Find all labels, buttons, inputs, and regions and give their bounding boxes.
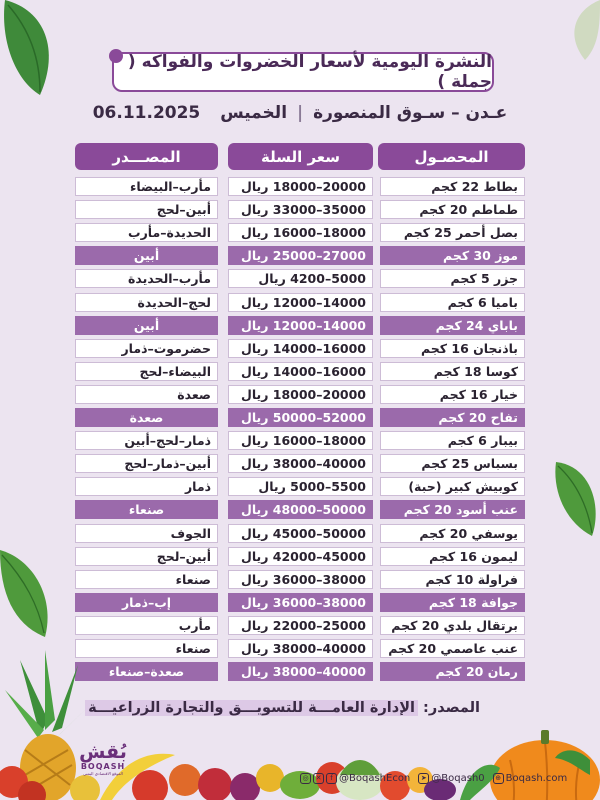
source-note <box>88 700 480 716</box>
logo-mark: بُقش <box>79 741 127 763</box>
table-row <box>0 431 600 450</box>
product-cell: يوسفي 20 كجم <box>380 524 525 543</box>
product-cell: كوبيش كبير (حبة) <box>380 477 525 496</box>
table-row <box>0 547 600 566</box>
subtitle-separator: | <box>296 103 304 123</box>
globe-icon[interactable]: ⊕ <box>493 773 504 784</box>
subtitle <box>90 103 510 123</box>
leaf-top-right-icon <box>555 0 600 60</box>
source-cell: صعدة–صنعاء <box>75 662 218 681</box>
price-cell: 16000–14000 ريال <box>228 362 373 381</box>
product-cell: موز 30 كجم <box>380 246 525 265</box>
product-cell: بيبار 6 كجم <box>380 431 525 450</box>
price-cell: 50000–45000 ريال <box>228 524 373 543</box>
product-cell: فراولة 10 كجم <box>380 570 525 589</box>
table-row <box>0 408 600 427</box>
price-cell: 18000–16000 ريال <box>228 431 373 450</box>
subtitle-day: الخميس <box>220 103 288 123</box>
facebook-icon[interactable]: f <box>326 773 337 784</box>
social-links <box>300 770 569 786</box>
telegram-icon[interactable]: ➤ <box>418 773 429 784</box>
table-row <box>0 524 600 543</box>
source-cell: لحج–الحديدة <box>75 293 218 312</box>
source-cell: أبين–ذمار–لحج <box>75 454 218 473</box>
title-dot-icon <box>109 49 123 63</box>
source-cell: ذمار <box>75 477 218 496</box>
product-cell: عنب عاصمي 20 كجم <box>380 639 525 658</box>
price-cell: 16000–14000 ريال <box>228 339 373 358</box>
product-cell: بسباس 25 كجم <box>380 454 525 473</box>
source-note-text: الإدارة العامـــة للتسويـــق والتجارة الزراعيـــة <box>85 700 418 716</box>
source-cell: مأرب <box>75 616 218 635</box>
product-cell: ليمون 16 كجم <box>380 547 525 566</box>
product-cell: باذنجان 16 كجم <box>380 339 525 358</box>
page-title: النشرة اليومية لأسعار الخضروات والفواكه ( جملة ) <box>127 52 492 92</box>
product-cell: باميا 6 كجم <box>380 293 525 312</box>
price-cell: 38000–36000 ريال <box>228 570 373 589</box>
price-cell: 5500–5000 ريال <box>228 477 373 496</box>
product-cell: كوسا 18 كجم <box>380 362 525 381</box>
product-cell: عنب أسود 20 كجم <box>380 500 525 519</box>
logo-name: BOQASH <box>80 762 126 771</box>
price-cell: 40000–38000 ريال <box>228 662 373 681</box>
source-cell: صعدة <box>75 408 218 427</box>
price-cell: 20000–18000 ريال <box>228 385 373 404</box>
source-cell: ذمار–لحج–أبين <box>75 431 218 450</box>
product-cell: جزر 5 كجم <box>380 269 525 288</box>
table-row <box>0 385 600 404</box>
source-cell: حضرموت–ذمار <box>75 339 218 358</box>
price-cell: 50000–48000 ريال <box>228 500 373 519</box>
subtitle-location: عـدن – سـوق المنصورة <box>313 103 508 123</box>
price-cell: 38000–36000 ريال <box>228 593 373 612</box>
product-cell: تفاح 20 كجم <box>380 408 525 427</box>
product-cell: طماطم 20 كجم <box>380 200 525 219</box>
header-product: المحصـول <box>378 143 525 170</box>
social-handle-econ[interactable]: @BoqashEcon <box>339 772 411 784</box>
table-row <box>0 362 600 381</box>
source-note-label: المصدر: <box>423 700 480 716</box>
source-cell: مأرب–البيضاء <box>75 177 218 196</box>
table-row <box>0 177 600 196</box>
price-cell: 25000–22000 ريال <box>228 616 373 635</box>
table-row <box>0 223 600 242</box>
source-cell: الحديدة–مأرب <box>75 223 218 242</box>
logo-subtitle: الموقع الاقتصادي اليمني <box>83 771 123 776</box>
price-cell: 18000–16000 ريال <box>228 223 373 242</box>
table-row <box>0 269 600 288</box>
table-row <box>0 593 600 612</box>
source-cell: البيضاء–لحج <box>75 362 218 381</box>
source-cell: أبين <box>75 246 218 265</box>
x-icon[interactable]: ✕ <box>313 773 324 784</box>
price-cell: 14000–12000 ريال <box>228 316 373 335</box>
title-banner <box>112 52 494 92</box>
logo <box>78 742 128 776</box>
product-cell: بطاط 22 كجم <box>380 177 525 196</box>
source-cell: أبين–لحج <box>75 547 218 566</box>
product-cell: جوافة 18 كجم <box>380 593 525 612</box>
table-row <box>0 500 600 519</box>
source-cell: مأرب–الحديدة <box>75 269 218 288</box>
instagram-icon[interactable]: ◎ <box>300 773 311 784</box>
price-cell: 20000–18000 ريال <box>228 177 373 196</box>
website-link[interactable]: Boqash.com <box>505 772 568 784</box>
price-cell: 14000–12000 ريال <box>228 293 373 312</box>
table-row <box>0 200 600 219</box>
table-row <box>0 246 600 265</box>
price-cell: 40000–38000 ريال <box>228 454 373 473</box>
table-row <box>0 316 600 335</box>
product-cell: خيار 16 كجم <box>380 385 525 404</box>
price-cell: 52000–50000 ريال <box>228 408 373 427</box>
source-cell: أبين–لحج <box>75 200 218 219</box>
source-cell: أبين <box>75 316 218 335</box>
price-cell: 45000–42000 ريال <box>228 547 373 566</box>
source-cell: صنعاء <box>75 500 218 519</box>
header-price: سعر السلة <box>228 143 373 170</box>
product-cell: رمان 20 كجم <box>380 662 525 681</box>
table-row <box>0 293 600 312</box>
price-cell: 40000–38000 ريال <box>228 639 373 658</box>
source-cell: إب–ذمار <box>75 593 218 612</box>
header-source: المصـــدر <box>75 143 218 170</box>
source-cell: صعدة <box>75 385 218 404</box>
table-row <box>0 570 600 589</box>
product-cell: بصل أحمر 25 كجم <box>380 223 525 242</box>
table-row <box>0 454 600 473</box>
source-cell: صنعاء <box>75 639 218 658</box>
source-cell: صنعاء <box>75 570 218 589</box>
leaf-top-left-icon <box>0 0 70 100</box>
price-cell: 27000–25000 ريال <box>228 246 373 265</box>
social-handle-boqash[interactable]: @Boqash0 <box>431 772 485 784</box>
subtitle-date: 06.11.2025 <box>92 103 201 123</box>
source-cell: الجوف <box>75 524 218 543</box>
table-row <box>0 616 600 635</box>
table-row <box>0 477 600 496</box>
product-cell: برتقال بلدي 20 كجم <box>380 616 525 635</box>
price-cell: 5000–4200 ريال <box>228 269 373 288</box>
price-cell: 35000–33000 ريال <box>228 200 373 219</box>
product-cell: باباي 24 كجم <box>380 316 525 335</box>
table-row <box>0 339 600 358</box>
